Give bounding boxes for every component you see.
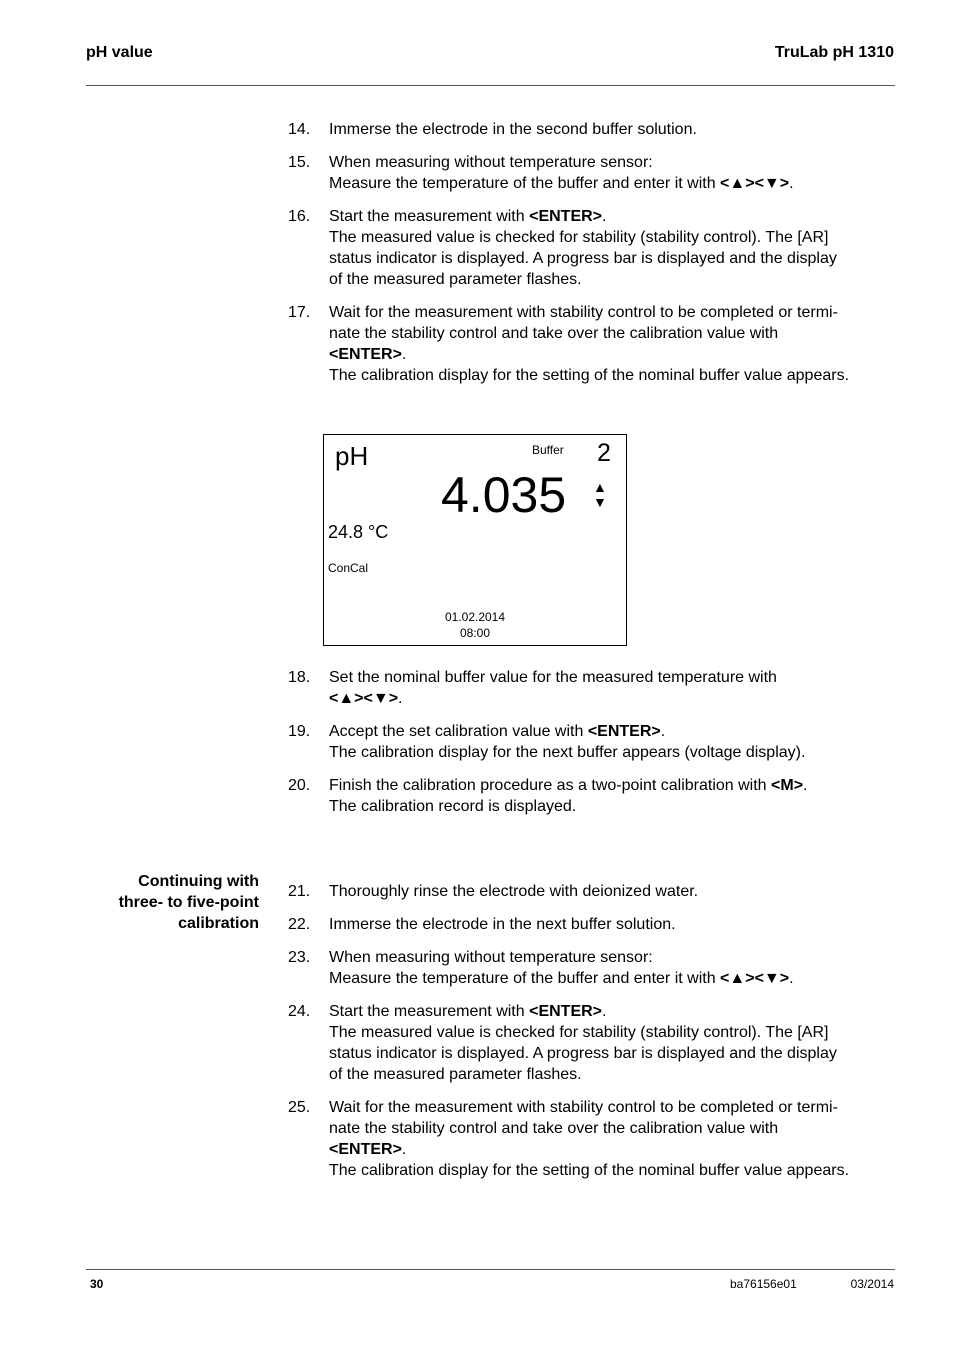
display-measured-value: 4.035 (441, 467, 567, 523)
step-item (288, 667, 898, 709)
side-heading (59, 871, 259, 934)
step-number: 14. (288, 121, 311, 138)
key-label: <▲><▼> (720, 970, 790, 987)
step-text: When measuring without temperature sensor: (329, 154, 653, 171)
step-text-line (329, 173, 898, 194)
key-label: <ENTER> (529, 208, 603, 225)
document-date: 03/2014 (850, 1277, 894, 1291)
step-text: Finish the calibration procedure as a two-point calibration with (329, 777, 772, 794)
step-text: . (789, 970, 794, 987)
step-text-line (329, 1064, 898, 1085)
step-text-line (329, 248, 898, 269)
step-number: 16. (288, 208, 311, 225)
step-number: 19. (288, 723, 311, 740)
step-text-line (329, 1001, 898, 1022)
step-item (288, 1097, 898, 1181)
document-number: ba76156e01 (730, 1277, 797, 1291)
header-divider (86, 85, 895, 86)
step-number: 20. (288, 777, 311, 794)
step-number: 17. (288, 304, 311, 321)
key-label: <ENTER> (529, 1003, 603, 1020)
step-number: 23. (288, 949, 311, 966)
step-text: The measured value is checked for stability (stability control). The [AR] (329, 1024, 829, 1041)
step-text-line (329, 302, 898, 323)
step-text-line (329, 1139, 898, 1160)
key-label: <ENTER> (587, 723, 661, 740)
arrow-up-icon: ▲ (593, 479, 607, 495)
step-text: . (401, 1141, 407, 1158)
step-text: The calibration display for the setting of the nominal buffer value appears. (329, 367, 850, 384)
step-item (288, 721, 898, 763)
step-item (288, 881, 898, 902)
step-item (288, 1001, 898, 1085)
step-number: 25. (288, 1099, 311, 1116)
display-buffer-number: 2 (597, 439, 611, 467)
display-time: 08:00 (459, 626, 491, 640)
step-text: nate the stability control and take over the calibration value with (329, 1120, 779, 1137)
key-label: <M> (771, 777, 804, 794)
step-text-line (329, 968, 898, 989)
step-text-line (329, 881, 898, 902)
step-text: Start the measurement with (329, 1003, 530, 1020)
side-heading-line: Continuing with (138, 873, 259, 890)
step-text-line (329, 365, 898, 386)
step-list-bottom (288, 881, 898, 1193)
display-parameter: pH (335, 441, 369, 471)
step-text-line (329, 1043, 898, 1064)
display-date: 01.02.2014 (444, 610, 506, 624)
step-text: Wait for the measurement with stability control to be completed or termi- (329, 304, 838, 321)
step-item (288, 206, 898, 290)
step-text-line (329, 152, 898, 173)
step-item (288, 152, 898, 194)
step-text: . (602, 1003, 607, 1020)
step-text: The calibration display for the setting of the nominal buffer value appears. (329, 1162, 850, 1179)
step-text-line (329, 742, 898, 763)
step-item (288, 947, 898, 989)
step-text-line (329, 1160, 898, 1181)
step-text-line (329, 269, 898, 290)
step-text-line (329, 344, 898, 365)
step-text: Wait for the measurement with stability control to be completed or termi- (329, 1099, 838, 1116)
footer-divider (86, 1269, 895, 1270)
step-text-line (329, 206, 898, 227)
step-text-line (329, 1118, 898, 1139)
step-number: 24. (288, 1003, 311, 1020)
step-text: When measuring without temperature sensor: (329, 949, 653, 966)
key-label: <ENTER> (329, 346, 402, 363)
display-arrows (593, 480, 607, 510)
step-text-line (329, 796, 898, 817)
step-text: . (602, 208, 607, 225)
step-text: Measure the temperature of the buffer and enter it with (329, 175, 721, 192)
key-label: <▲><▼> (329, 690, 399, 707)
step-number: 22. (288, 916, 311, 933)
step-text-line (329, 323, 898, 344)
step-item (288, 302, 898, 386)
step-text: Thoroughly rinse the electrode with deionized water. (329, 883, 699, 900)
step-text: status indicator is displayed. A progress bar is displayed and the display (329, 250, 837, 267)
step-list-top (288, 119, 898, 398)
page-number: 30 (90, 1277, 104, 1291)
step-text-line (329, 947, 898, 968)
step-text: . (660, 723, 666, 740)
step-text: . (803, 777, 808, 794)
step-text: Immerse the electrode in the second buffer solution. (329, 121, 697, 138)
device-display (323, 434, 627, 646)
step-text: Immerse the electrode in the next buffer solution. (329, 916, 676, 933)
step-text: status indicator is displayed. A progress bar is displayed and the display (329, 1045, 837, 1062)
step-text-line (329, 1022, 898, 1043)
step-text-line (329, 688, 898, 709)
header-section-title: pH value (86, 44, 153, 61)
display-temperature: 24.8 °C (328, 522, 389, 542)
step-number: 15. (288, 154, 311, 171)
key-label: <ENTER> (329, 1141, 402, 1158)
step-text: . (398, 690, 403, 707)
side-heading-line: calibration (178, 915, 259, 932)
step-number: 18. (288, 669, 311, 686)
step-text: of the measured parameter flashes. (329, 271, 582, 288)
step-item (288, 775, 898, 817)
step-text: of the measured parameter flashes. (329, 1066, 582, 1083)
step-text-line (329, 667, 898, 688)
step-text-line (329, 119, 898, 140)
step-text-line (329, 227, 898, 248)
step-text: Start the measurement with (329, 208, 530, 225)
step-text: The calibration display for the next buffer appears (voltage display). (329, 744, 806, 761)
step-text-line (329, 721, 898, 742)
step-text-line (329, 914, 898, 935)
step-text: Accept the set calibration value with (329, 723, 588, 740)
display-mode: ConCal (328, 561, 369, 575)
step-item (288, 119, 898, 140)
step-text: . (789, 175, 794, 192)
step-text: nate the stability control and take over the calibration value with (329, 325, 779, 342)
step-text-line (329, 1097, 898, 1118)
step-text-line (329, 775, 898, 796)
step-text: The calibration record is displayed. (329, 798, 577, 815)
arrow-down-icon: ▼ (593, 494, 607, 510)
step-number: 21. (288, 883, 311, 900)
step-text: The measured value is checked for stability (stability control). The [AR] (329, 229, 829, 246)
display-buffer-label: Buffer (532, 443, 564, 457)
header-product-name: TruLab pH 1310 (774, 44, 894, 61)
side-heading-line: three- to five-point (118, 894, 259, 911)
step-text: Measure the temperature of the buffer and enter it with (329, 970, 721, 987)
step-list-middle (288, 667, 898, 829)
step-item (288, 914, 898, 935)
step-text: Set the nominal buffer value for the measured temperature with (329, 669, 777, 686)
step-text: . (401, 346, 407, 363)
key-label: <▲><▼> (720, 175, 790, 192)
